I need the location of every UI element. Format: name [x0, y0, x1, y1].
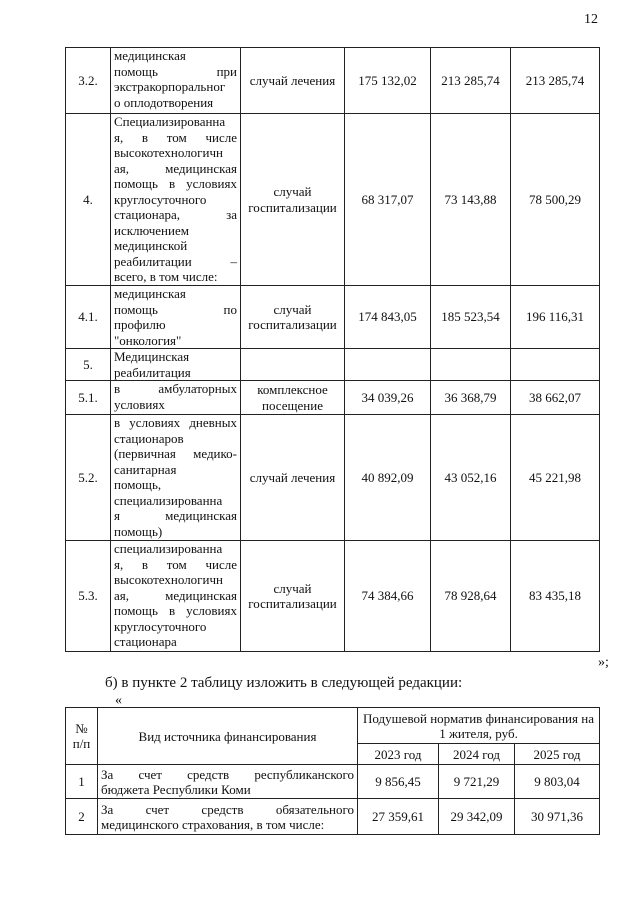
header-year-2024: 2024 год: [439, 744, 515, 765]
description-line: медицинской: [114, 238, 188, 253]
description-line: медицинская: [114, 286, 186, 301]
description-line: исключением: [114, 222, 189, 238]
row-description: [111, 286, 241, 349]
closing-quote: »;: [598, 655, 609, 670]
row-number: 1: [66, 765, 98, 799]
row-number: 5.1.: [66, 381, 111, 415]
description-line: всего, в том числе:: [114, 269, 218, 284]
value-2024: 43 052,16: [431, 415, 511, 541]
row-number: 3.2.: [66, 48, 111, 114]
row-unit: случай госпитализации: [241, 541, 345, 652]
description-line: (первичная медико-: [114, 446, 237, 461]
table-row: [66, 541, 600, 652]
value-2024: 78 928,64: [431, 541, 511, 652]
description-line: в условиях дневных: [114, 415, 237, 430]
table-row: [66, 381, 600, 415]
table-row: [66, 114, 600, 286]
description-line: специализированна: [114, 492, 223, 508]
description-line: круглосуточного: [114, 191, 207, 207]
header-num: № п/п: [66, 708, 98, 765]
row-unit: [241, 349, 345, 381]
description-line: ая, медицинская: [114, 160, 237, 176]
row-description: [111, 349, 241, 381]
value-2024: 29 342,09: [439, 799, 515, 835]
opening-quote: «: [115, 693, 122, 708]
description-line: высокотехнологичн: [114, 145, 223, 160]
table2-body: [66, 765, 600, 835]
row-unit: случай госпитализации: [241, 114, 345, 286]
row-unit: случай госпитализации: [241, 286, 345, 349]
financing-source-table: [65, 707, 600, 835]
table-row: [66, 799, 600, 835]
header-year-2025: 2025 год: [515, 744, 600, 765]
row-source: [98, 799, 358, 835]
value-2024: 213 285,74: [431, 48, 511, 114]
description-line: стационаров: [114, 430, 184, 446]
value-2023: 68 317,07: [345, 114, 431, 286]
description-line: помощь по: [114, 301, 237, 317]
description-line: я, в том числе: [114, 556, 237, 572]
page-number: 12: [584, 12, 598, 27]
row-number: 5.: [66, 349, 111, 381]
table-row: [66, 48, 600, 114]
source-line: бюджета Республики Коми: [101, 781, 251, 797]
value-2023: 9 856,45: [358, 765, 439, 799]
description-line: реабилитации –: [114, 253, 237, 269]
value-2025: [511, 349, 600, 381]
header-norm: Подушевой норматив финансирования на 1 жителя, руб.: [358, 708, 600, 744]
value-2023: 174 843,05: [345, 286, 431, 349]
row-number: 4.1.: [66, 286, 111, 349]
source-line: За счет средств республиканского: [101, 766, 354, 782]
value-2024: 73 143,88: [431, 114, 511, 286]
description-line: медицинская: [114, 48, 186, 63]
value-2025: 30 971,36: [515, 799, 600, 835]
row-description: [111, 381, 241, 415]
header-year-2023: 2023 год: [358, 744, 439, 765]
section-b-text: б) в пункте 2 таблицу изложить в следующей редакции:: [105, 675, 463, 691]
row-source: [98, 765, 358, 799]
description-line: условиях: [114, 396, 165, 412]
value-2025: 38 662,07: [511, 381, 600, 415]
description-line: ая, медицинская: [114, 587, 237, 603]
table-body: [66, 48, 600, 652]
row-number: 5.2.: [66, 415, 111, 541]
description-line: помощь,: [114, 477, 162, 492]
table-row: [66, 765, 600, 799]
value-2025: 213 285,74: [511, 48, 600, 114]
value-2025: 9 803,04: [515, 765, 600, 799]
value-2023: [345, 349, 431, 381]
description-line: экстракорпоральног: [114, 79, 226, 94]
source-line: За счет средств обязательного: [101, 801, 354, 817]
description-line: "онкология": [114, 332, 182, 348]
value-2023: 27 359,61: [358, 799, 439, 835]
description-line: помощь при: [114, 63, 237, 79]
value-2025: 45 221,98: [511, 415, 600, 541]
row-description: [111, 415, 241, 541]
row-number: 5.3.: [66, 541, 111, 652]
row-description: [111, 541, 241, 652]
description-line: помощь в условиях: [114, 176, 237, 191]
description-line: стационара, за: [114, 207, 237, 222]
description-line: о оплодотворения: [114, 94, 214, 110]
value-2025: 83 435,18: [511, 541, 600, 652]
value-2023: 40 892,09: [345, 415, 431, 541]
value-2024: 9 721,29: [439, 765, 515, 799]
table-row: [66, 349, 600, 381]
medical-care-cost-table: [65, 47, 600, 652]
value-2025: 196 116,31: [511, 286, 600, 349]
row-description: [111, 48, 241, 114]
value-2023: 175 132,02: [345, 48, 431, 114]
row-number: 2: [66, 799, 98, 835]
table-row: [66, 415, 600, 541]
description-line: я медицинская: [114, 508, 237, 523]
header-source: Вид источника финансирования: [98, 708, 358, 765]
value-2024: 185 523,54: [431, 286, 511, 349]
row-description: [111, 114, 241, 286]
value-2025: 78 500,29: [511, 114, 600, 286]
description-line: Специализированна: [114, 114, 226, 129]
description-line: в амбулаторных: [114, 381, 237, 396]
description-line: Медицинская: [114, 349, 190, 364]
row-unit: случай лечения: [241, 415, 345, 541]
value-2024: [431, 349, 511, 381]
description-line: реабилитация: [114, 364, 191, 380]
value-2023: 34 039,26: [345, 381, 431, 415]
description-line: круглосуточного: [114, 618, 207, 634]
value-2024: 36 368,79: [431, 381, 511, 415]
row-unit: комплексное посещение: [241, 381, 345, 415]
row-number: 4.: [66, 114, 111, 286]
source-line: медицинского страхования, в том числе:: [101, 816, 325, 832]
value-2023: 74 384,66: [345, 541, 431, 652]
description-line: помощь в условиях: [114, 603, 237, 618]
description-line: санитарная: [114, 461, 177, 477]
row-unit: случай лечения: [241, 48, 345, 114]
description-line: профилю: [114, 317, 166, 332]
description-line: помощь): [114, 523, 163, 539]
description-line: я, в том числе: [114, 129, 237, 145]
table-row: [66, 286, 600, 349]
description-line: стационара: [114, 634, 177, 649]
description-line: высокотехнологичн: [114, 572, 223, 587]
description-line: специализированна: [114, 541, 223, 556]
